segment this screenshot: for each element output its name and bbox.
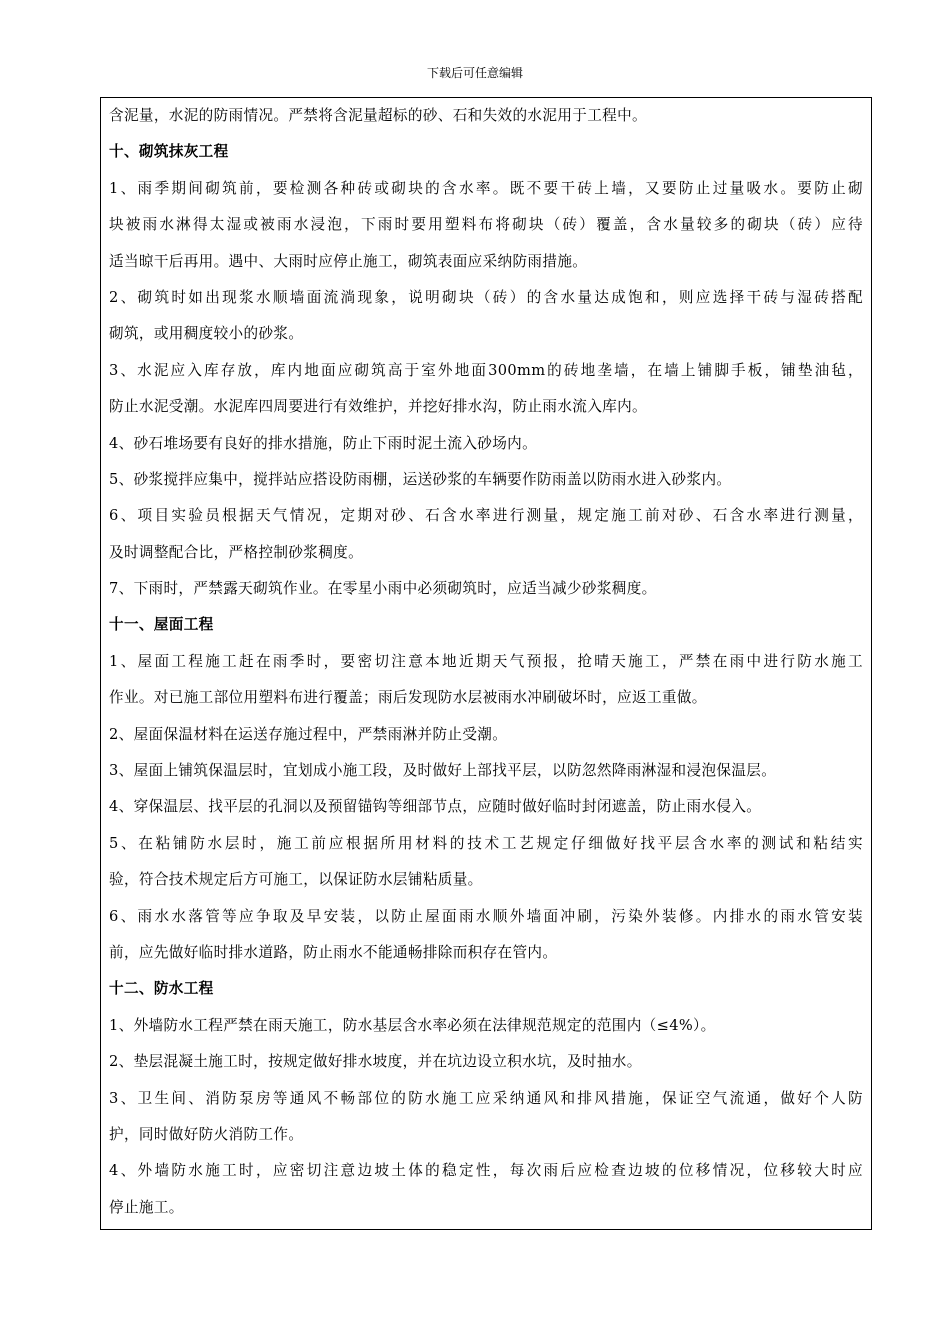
text-line: 1、雨季期间砌筑前，要检测各种砖或砌块的含水率。既不要干砖上墙，又要防止过量吸水。要防止砌 — [109, 179, 863, 197]
text-line: 5、砂浆搅拌应集中，搅拌站应搭设防雨棚，运送砂浆的车辆要作防雨盖以防雨水进入砂浆内。 — [109, 470, 732, 488]
text-line: 砌筑，或用稠度较小的砂浆。 — [109, 325, 304, 343]
document-body — [109, 98, 863, 1226]
section-heading: 十、砌筑抹灰工程 — [109, 143, 229, 161]
text-line: 3、屋面上铺筑保温层时，宜划成小施工段，及时做好上部找平层，以防忽然降雨淋湿和浸泡保温层。 — [109, 762, 777, 780]
text-line: 6、雨水水落管等应争取及早安装，以防止屋面雨水顺外墙面冲刷，污染外装修。内排水的雨水管安装 — [109, 907, 863, 925]
text-line: 4、砂石堆场要有良好的排水措施，防止下雨时泥土流入砂场内。 — [109, 434, 538, 452]
text-line: 护，同时做好防火消防工作。 — [109, 1125, 304, 1143]
text-line: 4、外墙防水施工时，应密切注意边坡土体的稳定性，每次雨后应检查边坡的位移情况，位移较大时应 — [109, 1162, 863, 1180]
text-line: 验，符合技术规定后方可施工，以保证防水层铺粘质量。 — [109, 871, 483, 889]
text-line: 含泥量，水泥的防雨情况。严禁将含泥量超标的砂、石和失效的水泥用于工程中。 — [109, 107, 647, 124]
text-line: 4、穿保温层、找平层的孔洞以及预留锚钩等细部节点，应随时做好临时封闭遮盖，防止雨水侵入。 — [109, 798, 762, 816]
page-header-note: 下载后可任意编辑 — [426, 66, 523, 80]
text-line: 3、水泥应入库存放，库内地面应砌筑高于室外地面300mm的砖地垄墙，在墙上铺脚手板，铺垫油毡， — [109, 361, 863, 379]
text-line: 2、砌筑时如出现浆水顺墙面流淌现象，说明砌块（砖）的含水量达成饱和，则应选择干砖与湿砖搭配 — [109, 288, 863, 306]
text-line: 6、项目实验员根据天气情况，定期对砂、石含水率进行测量，规定施工前对砂、石含水率进行测量， — [109, 507, 863, 525]
text-line: 块被雨水淋得太湿或被雨水浸泡，下雨时要用塑料布将砌块（砖）覆盖，含水量较多的砌块（砖）应待 — [109, 216, 863, 234]
text-line: 停止施工。 — [109, 1198, 184, 1216]
text-line: 及时调整配合比，严格控制砂浆稠度。 — [109, 543, 364, 561]
text-line: 2、屋面保温材料在运送存施过程中，严禁雨淋并防止受潮。 — [109, 725, 508, 743]
text-line: 5、在粘铺防水层时，施工前应根据所用材料的技术工艺规定仔细做好找平层含水率的测试和粘结实 — [109, 834, 863, 852]
text-line: 适当晾干后再用。遇中、大雨时应停止施工，砌筑表面应采纳防雨措施。 — [109, 252, 588, 270]
section-heading: 十二、防水工程 — [109, 980, 214, 998]
document-table-cell — [100, 97, 872, 1230]
text-line: 防止水泥受潮。水泥库四周要进行有效维护，并挖好排水沟，防止雨水流入库内。 — [109, 398, 647, 416]
text-line: 7、下雨时，严禁露天砌筑作业。在零星小雨中必须砌筑时，应适当减少砂浆稠度。 — [109, 580, 657, 598]
text-line: 1、外墙防水工程严禁在雨天施工，防水基层含水率必须在法律规范规定的范围内（≤4%）。 — [109, 1016, 716, 1034]
section-heading: 十一、屋面工程 — [109, 616, 214, 634]
text-line: 3、卫生间、消防泵房等通风不畅部位的防水施工应采纳通风和排风措施，保证空气流通，做好个人防 — [109, 1089, 863, 1107]
text-line: 2、垫层混凝土施工时，按规定做好排水坡度，并在坑边设立积水坑，及时抽水。 — [109, 1053, 642, 1071]
text-line: 前，应先做好临时排水道路，防止雨水不能通畅排除而积存在管内。 — [109, 943, 558, 961]
text-line: 作业。对已施工部位用塑料布进行覆盖；雨后发现防水层被雨水冲刷破坏时，应返工重做。 — [109, 689, 707, 707]
text-line: 1、屋面工程施工赶在雨季时，要密切注意本地近期天气预报，抢晴天施工，严禁在雨中进行防水施工 — [109, 652, 863, 670]
